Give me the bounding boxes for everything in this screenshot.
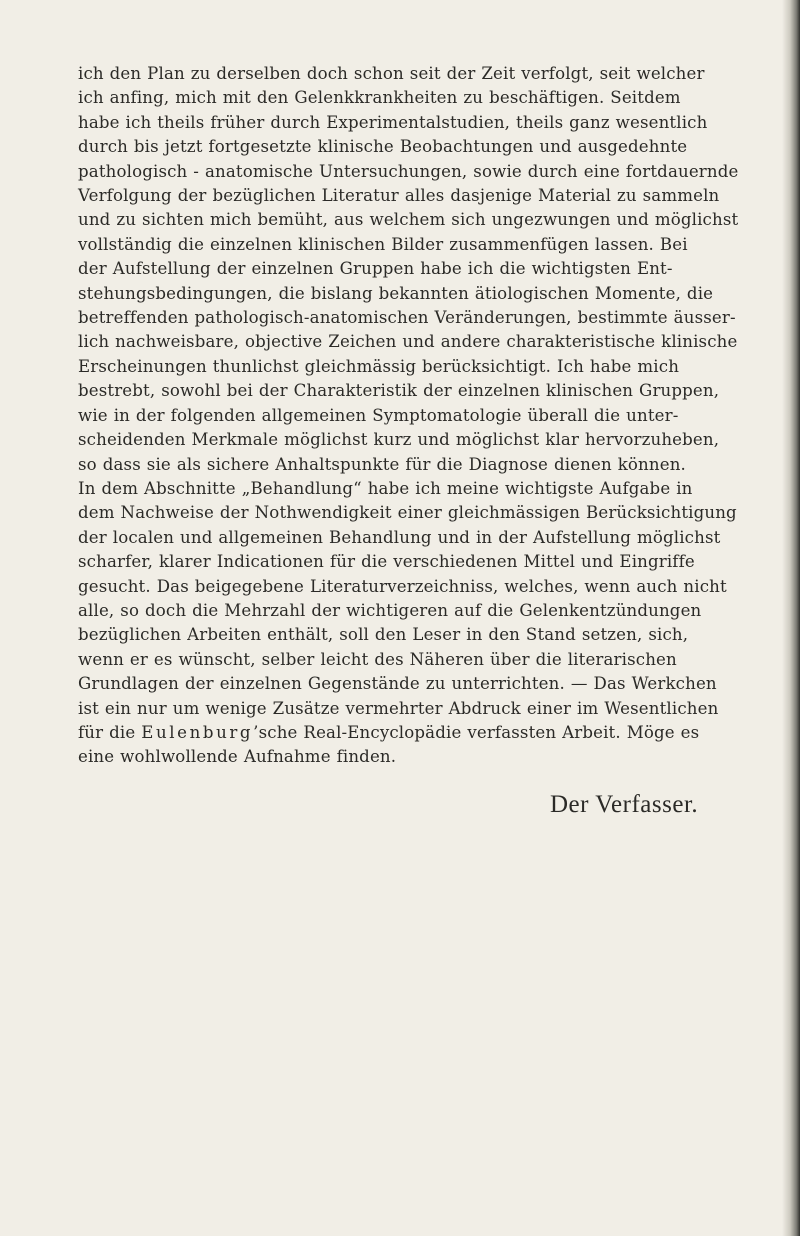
text-line-final: eine wohlwollende Aufnahme finden.	[78, 747, 397, 767]
text-line: pathologisch - anatomische Untersuchungen, sowie durch eine fortdauernde	[78, 161, 739, 181]
text-line: wie in der folgenden allgemeinen Symptomatologie überall die unter-	[78, 405, 679, 425]
text-line: habe ich theils früher durch Experimentalstudien, theils ganz wesentlich	[78, 112, 708, 132]
text-line: der localen und allgemeinen Behandlung und in der Aufstellung möglichst	[78, 527, 721, 547]
text-line: alle, so doch die Mehrzahl der wichtigeren auf die Gelenkentzündungen	[78, 600, 702, 620]
text-line: Erscheinungen thunlichst gleichmässig berücksichtigt. Ich habe mich	[78, 356, 680, 376]
text-line: stehungsbedingungen, die bislang bekannten ätiologischen Momente, die	[78, 283, 714, 303]
text-line: scheidenden Merkmale möglichst kurz und möglichst klar hervorzuheben,	[78, 430, 720, 450]
text-line: lich nachweisbare, objective Zeichen und andere charakteristische klinische	[78, 332, 738, 352]
text-line: Verfolgung der bezüglichen Literatur alles dasjenige Material zu sammeln	[78, 186, 720, 206]
text-line: so dass sie als sichere Anhaltspunkte für die Diagnose dienen können.	[78, 454, 686, 474]
author-name-spaced: Eulenburg	[141, 722, 254, 742]
signature: Der Verfasser.	[550, 791, 699, 818]
body-text	[78, 62, 798, 770]
text-line: dem Nachweise der Nothwendigkeit einer gleichmässigen Berücksichtigung	[78, 503, 737, 523]
text-line: und zu sichten mich bemüht, aus welchem sich ungezwungen und möglichst	[78, 210, 739, 230]
text-line: gesucht. Das beigegebene Literaturverzeichniss, welches, wenn auch nicht	[78, 576, 727, 596]
text-line: der Aufstellung der einzelnen Gruppen habe ich die wichtigsten Ent-	[78, 259, 673, 279]
text-line: ich anfing, mich mit den Gelenkkrankheiten zu beschäftigen. Seitdem	[78, 88, 681, 108]
text-line: betreffenden pathologisch-anatomischen Veränderungen, bestimmte äusser-	[78, 308, 736, 328]
text-line: vollständig die einzelnen klinischen Bilder zusammenfügen lassen. Bei	[78, 234, 688, 254]
text-line: In dem Abschnitte „Behandlung“ habe ich meine wichtigste Aufgabe in	[78, 478, 693, 498]
line-prefix: für die	[78, 722, 142, 742]
text-line: bestrebt, sowohl bei der Charakteristik der einzelnen klinischen Gruppen,	[78, 381, 720, 401]
line-suffix: ’sche Real-Encyclopädie verfassten Arbeit. Möge es	[253, 722, 700, 742]
text-line: bezüglichen Arbeiten enthält, soll den Leser in den Stand setzen, sich,	[78, 625, 689, 645]
text-line: scharfer, klarer Indicationen für die verschiedenen Mittel und Eingriffe	[78, 552, 695, 572]
text-line: durch bis jetzt fortgesetzte klinische Beobachtungen und ausgedehnte	[78, 137, 688, 157]
text-line: wenn er es wünscht, selber leicht des Näheren über die literarischen	[78, 649, 677, 669]
text-line: Grundlagen der einzelnen Gegenstände zu unterrichten. — Das Werkchen	[78, 674, 717, 694]
text-line: ich den Plan zu derselben doch schon seit der Zeit verfolgt, seit welcher	[78, 64, 705, 83]
text-line-eulenburg	[78, 721, 798, 745]
page-edge-shadow	[782, 0, 800, 1236]
text-line: ist ein nur um wenige Zusätze vermehrter Abdruck einer im Wesentlichen	[78, 698, 719, 718]
